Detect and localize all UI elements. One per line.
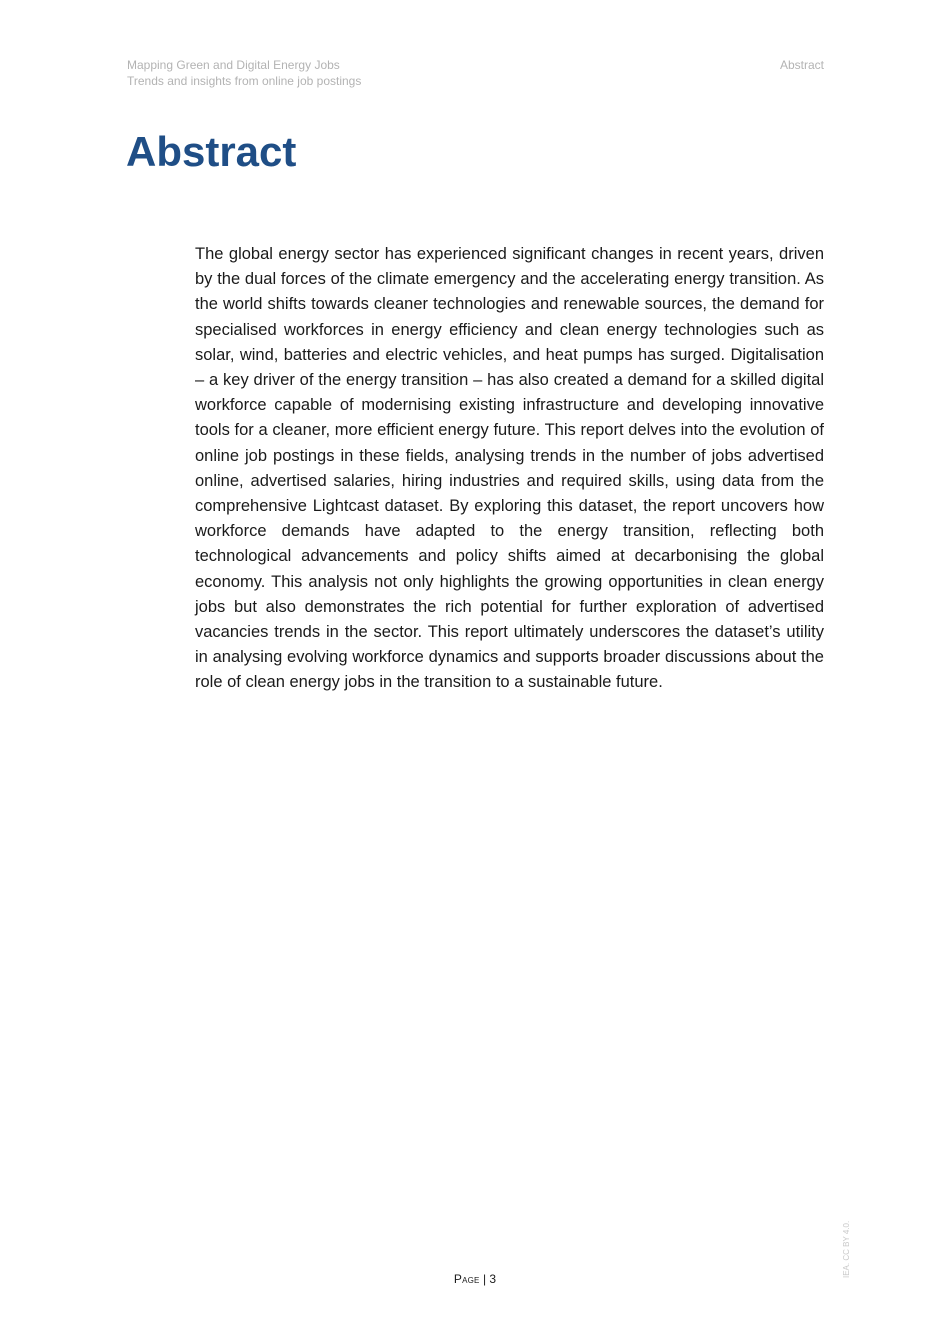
page-title: Abstract [126, 128, 297, 175]
license-mark: IEA. CC BY 4.0. [842, 1220, 851, 1278]
report-title: Mapping Green and Digital Energy Jobs [127, 58, 340, 72]
page-number: 3 [489, 1272, 497, 1286]
page-footer [0, 1271, 950, 1287]
page-label: Page [453, 1272, 480, 1286]
page-separator: | [482, 1272, 487, 1286]
report-title-block [127, 57, 361, 89]
report-subtitle: Trends and insights from online job postings [127, 74, 362, 88]
section-name: Abstract [779, 58, 824, 72]
abstract-body: The global energy sector has experienced significant changes in recent years, driven by the dual forces of the climate emergency and the accelerating energy transition. As the world shifts towards cleaner technologies and renewable sources, the demand for specialised workforces in energy efficiency and clean energy technologies such as solar, wind, batteries and electric vehicles, and heat pumps has surged. Digitalisation – a key driver of the energy transition – has also created a demand for a skilled digital workforce capable of modernising existing infrastructure and developing innovative tools for a cleaner, more efficient energy future. This report delves into the evolution of online job postings in these fields, analysing trends in the number of jobs advertised online, advertised salaries, hiring industries and required skills, using data from the comprehensive Lightcast dataset. By exploring this dataset, the report uncovers how workforce demands have adapted to the energy transition, reflecting both technological advancements and policy shifts aimed at decarbonising the global economy. This analysis not only highlights the growing opportunities in clean energy jobs but also demonstrates the rich potential for further exploration of advertised vacancies trends in the sector. This report ultimately underscores the dataset’s utility in analysing evolving workforce dynamics and supports broader discussions about the role of clean energy jobs in the transition to a sustainable future. [195, 245, 824, 692]
